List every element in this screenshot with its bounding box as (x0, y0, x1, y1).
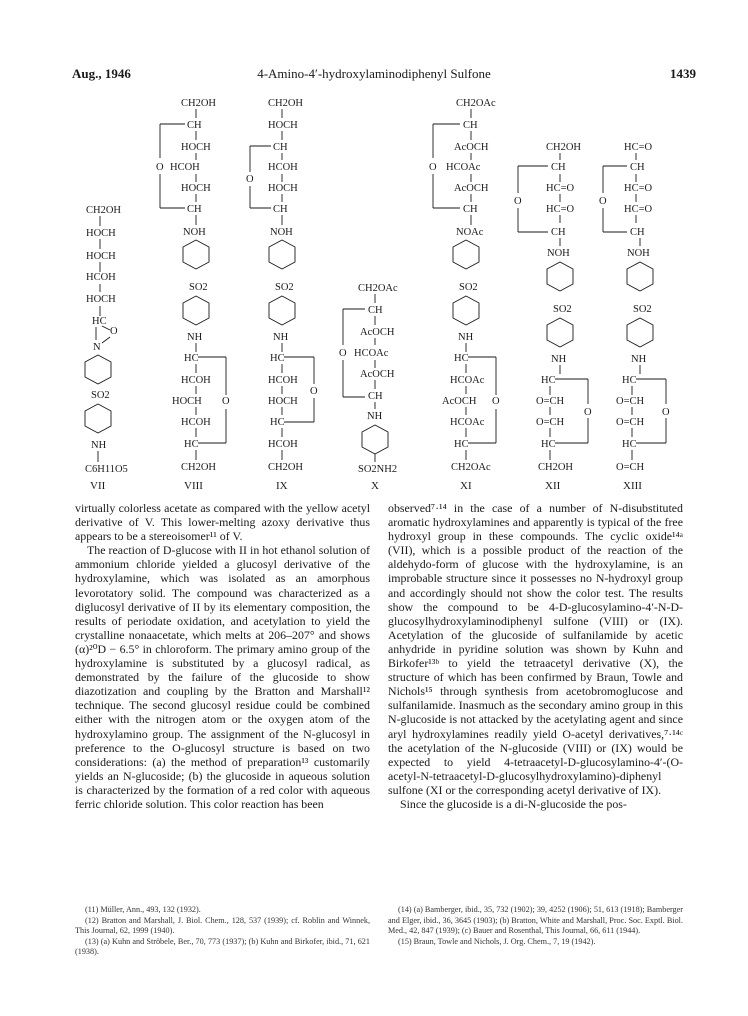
footnote: (11) Müller, Ann., 493, 132 (1932). (85, 905, 201, 914)
vii-so2: SO2 (91, 390, 110, 401)
xi-ring-o-1: O (429, 162, 437, 173)
xiii-och-bottom: O=CH (616, 462, 645, 473)
vii-n: N (93, 342, 101, 353)
x-ch2oac: CH2OAc (358, 283, 398, 294)
footnotes-left (75, 905, 370, 958)
ix-hcoh-2: HCOH (268, 439, 298, 450)
body-column-right (388, 501, 683, 811)
xi-hcoac-3: HCOAc (450, 417, 485, 428)
xi-ch-1: CH (463, 120, 478, 131)
xiii-hco-1: HC=O (624, 183, 653, 194)
body-column-left (75, 501, 370, 811)
xii-ring-o-1: O (514, 196, 522, 207)
ix-ring-o-2: O (310, 386, 318, 397)
ix-hoch: HOCH (268, 396, 298, 407)
structure-xi (429, 98, 500, 492)
label-x: X (371, 480, 379, 492)
xi-nh: NH (458, 332, 474, 343)
running-header-date: Aug., 1946 (72, 66, 131, 81)
x-acoch-2: AcOCH (360, 369, 395, 380)
xiii-ch-1: CH (630, 162, 645, 173)
vii-hcoh: HCOH (86, 272, 116, 283)
ix-nh: NH (273, 332, 289, 343)
structure-vii (85, 205, 128, 492)
ix-ring-o-1: O (246, 174, 254, 185)
ix-hoch-1: HOCH (268, 120, 298, 131)
ix-ch2oh-2: CH2OH (268, 462, 304, 473)
x-hcoac: HCOAc (354, 348, 389, 359)
x-ch-1: CH (368, 305, 383, 316)
viii-hoch-2: HOCH (181, 183, 211, 194)
viii-hcoh-3: HCOH (181, 417, 211, 428)
structure-x (339, 283, 398, 492)
viii-ring-o-1: O (156, 162, 164, 173)
footnote: (15) Braun, Towle and Nichols, J. Org. Chem., 7, 19 (1942). (398, 936, 596, 946)
xii-ring-o-2: O (584, 407, 592, 418)
xiii-ch-2: CH (630, 227, 645, 238)
structure-xii (514, 142, 592, 492)
body-paragraph: virtually colorless acetate as compared with the yellow acetyl derivative of V. This lower-melting azoxy derivative thus appears to be a stereoisomer¹¹ of V. (75, 501, 370, 544)
x-ch-2: CH (368, 391, 383, 402)
xi-noac: NOAc (456, 227, 484, 238)
body-paragraph: The reaction of D-glucose with II in hot ethanol solution of ammonium chloride yielded a glucosyl derivative of the hydroxylamine, which was isolated as an amorphous levorotatory solid. The compound was characterized as a diglucosyl derivative of II by its elementary composition, the results of periodate oxidation, and acetylation to yield the crystalline nonaacetate, which melts at 206–207° and shows (α)²⁰D − 6.5° in chloroform. The primary amino group of the hydroxylamine is substituted by a glucosyl radical, as demonstrated by the failure of the glucoside to show diazotization and coupling by the Bratton and Marshall¹² technique. The second glucosyl residue could be combined either with the nitrogen atom or the oxygen atom of the hydroxylamino group. The assignment of the N-glucosyl in preference to the O-glucosyl structure is based on two considerations: (a) the method of preparation¹³ customarily yields an N-glucoside; (b) the glucoside in aqueous solution is characterized by the formation of a red color with aqueous ferric chloride solution. This color reaction has been (75, 543, 370, 811)
viii-ch-1: CH (187, 120, 202, 131)
xi-hcoac-1: HCOAc (446, 162, 481, 173)
xii-hc-1: HC (541, 375, 556, 386)
xiii-ring-o-2: O (662, 407, 670, 418)
ix-ch2oh: CH2OH (268, 98, 304, 109)
structure-ix (246, 98, 318, 492)
xii-nh: NH (551, 354, 567, 365)
x-nh: NH (367, 411, 383, 422)
xii-och-2: O=CH (536, 417, 565, 428)
xi-ch-2: CH (463, 204, 478, 215)
viii-hc-2: HC (184, 439, 199, 450)
ix-hc-1: HC (270, 353, 285, 364)
footnote: (14) (a) Bamberger, ibid., 35, 732 (1902); 39, 4252 (1906); 51, 613 (1918); Bamberger and Elger, ibid., 36, 3645 (1903); (b) Bratton, White and Marshall, Proc. Soc. Exptl. Biol. Med., 42, 847 (1939); (c) Bauer and Rosenthal, This Journal, 66, 611 (1944). (388, 905, 683, 935)
viii-hcoh-1: HCOH (170, 162, 200, 173)
ix-hcoh: HCOH (268, 162, 298, 173)
xiii-hco-top: HC=O (624, 142, 653, 153)
ix-ch-1: CH (273, 142, 288, 153)
body-paragraph: observed⁷·¹⁴ in the case of a number of N-disubstituted aromatic hydroxylamines and apparently is typical of the free hydroxyl group in these compounds. The cyclic oxide¹⁴ᵃ (VII), which is a possible product of the reaction of the aldehydo-form of glucose with the hydroxylamine, is an improbable structure since it possesses no N-hydroxyl group and accordingly should not show the color test. The results show the compound to be 4-D-glucosylamino-4′-N-D-glucosylhydroxylaminodiphenyl sulfone (VIII) or (IX). Acetylation of the glucoside of sulfanilamide by acetic anhydride in pyridine solution was shown by Kuhn and Birkofer¹³ᵇ to yield the tetraacetyl derivative (X), the structure of which has been confirmed by Braun, Towle and Nichols¹⁵ through synthesis from acetobromoglucose and sulfanilamide. Inasmuch as the secondary amino group in this N-glucoside is not attacked by the acetylating agent and since aryl hydroxylamines readily yield O-acetyl derivatives,⁷·¹⁴ᶜ the acetylation of the N-glucoside (VIII) or (IX) would be expected to yield 4-tetraacetyl-D-glucosylamino-4′-(O-acetyl-N-tetraacetyl-D-glucosylhydroxylamino)-diphenyl sulfone (XI or the corresponding acetyl derivative of IX). (388, 501, 683, 797)
xiii-so2: SO2 (633, 304, 652, 315)
vii-hc: HC (92, 316, 107, 327)
ix-hcoh-1: HCOH (268, 375, 298, 386)
ix-ch-2: CH (273, 204, 288, 215)
x-acoch-1: AcOCH (360, 327, 395, 338)
xii-hco-1: HC=O (546, 183, 575, 194)
xi-hc-2: HC (454, 439, 469, 450)
xiii-hc-2: HC (622, 439, 637, 450)
xii-noh: NOH (547, 248, 570, 259)
page-number: 1439 (670, 66, 696, 81)
xiii-ring-o-1: O (599, 196, 607, 207)
structure-viii (156, 98, 230, 492)
vii-c6h11o5: C6H11O5 (85, 464, 128, 475)
xi-acoch-1: AcOCH (454, 142, 489, 153)
xii-ch2oh-2: CH2OH (538, 462, 574, 473)
viii-hc-1: HC (184, 353, 199, 364)
ix-hc-2: HC (270, 417, 285, 428)
viii-hoch-3: HOCH (172, 396, 202, 407)
xiii-hc-1: HC (622, 375, 637, 386)
xi-acoch-3: AcOCH (442, 396, 477, 407)
ix-so2: SO2 (275, 282, 294, 293)
xii-ch-2: CH (551, 227, 566, 238)
label-xii: XII (545, 480, 561, 492)
label-xiii: XIII (623, 480, 642, 492)
xiii-hco-2: HC=O (624, 204, 653, 215)
viii-ch2oh: CH2OH (181, 98, 217, 109)
structure-xiii (599, 142, 670, 492)
viii-hoch-1: HOCH (181, 142, 211, 153)
xii-ch2oh: CH2OH (546, 142, 582, 153)
xi-ch2oac: CH2OAc (456, 98, 496, 109)
label-ix: IX (276, 480, 288, 492)
footnotes-right (388, 905, 683, 947)
xii-so2: SO2 (553, 304, 572, 315)
label-xi: XI (460, 480, 472, 492)
vii-nh: NH (91, 440, 107, 451)
xiii-nh: NH (631, 354, 647, 365)
viii-nh: NH (187, 332, 203, 343)
viii-hcoh-2: HCOH (181, 375, 211, 386)
xiii-noh: NOH (627, 248, 650, 259)
xi-ch2oac-2: CH2OAc (451, 462, 491, 473)
structural-formulas-figure (0, 0, 748, 500)
vii-hoch-2: HOCH (86, 251, 116, 262)
xi-acoch-2: AcOCH (454, 183, 489, 194)
x-ring-o: O (339, 348, 347, 359)
label-viii: VIII (184, 480, 203, 492)
vii-hoch-3: HOCH (86, 294, 116, 305)
xii-hc-2: HC (541, 439, 556, 450)
viii-ring-o-2: O (222, 396, 230, 407)
footnote: (12) Bratton and Marshall, J. Biol. Chem., 128, 537 (1939); cf. Roblin and Winnek, This Journal, 62, 1999 (1940). (75, 915, 370, 935)
xi-hcoac-2: HCOAc (450, 375, 485, 386)
ix-hoch-2: HOCH (268, 183, 298, 194)
xi-so2: SO2 (459, 282, 478, 293)
xiii-och-2: O=CH (616, 417, 645, 428)
ix-noh: NOH (270, 227, 293, 238)
x-so2nh2: SO2NH2 (358, 464, 398, 475)
label-vii: VII (90, 480, 106, 492)
xii-ch-1: CH (551, 162, 566, 173)
xii-och-1: O=CH (536, 396, 565, 407)
viii-noh: NOH (183, 227, 206, 238)
xiii-och-1: O=CH (616, 396, 645, 407)
xii-hco-2: HC=O (546, 204, 575, 215)
vii-ch2oh: CH2OH (86, 205, 122, 216)
footnote: (13) (a) Kuhn and Ströbele, Ber., 70, 773 (1937); (b) Kuhn and Birkofer, ibid., 71, 621 (1938). (75, 936, 370, 956)
viii-so2: SO2 (189, 282, 208, 293)
xi-hc-1: HC (454, 353, 469, 364)
vii-hoch-1: HOCH (86, 228, 116, 239)
xi-ring-o-2: O (492, 396, 500, 407)
viii-ch2oh-2: CH2OH (181, 462, 217, 473)
running-header-title: 4-Amino-4′-hydroxylaminodiphenyl Sulfone (257, 66, 491, 81)
body-paragraph: Since the glucoside is a di-N-glucoside the pos- (400, 796, 627, 811)
vii-ring-o: O (110, 326, 118, 337)
viii-ch-2: CH (187, 204, 202, 215)
